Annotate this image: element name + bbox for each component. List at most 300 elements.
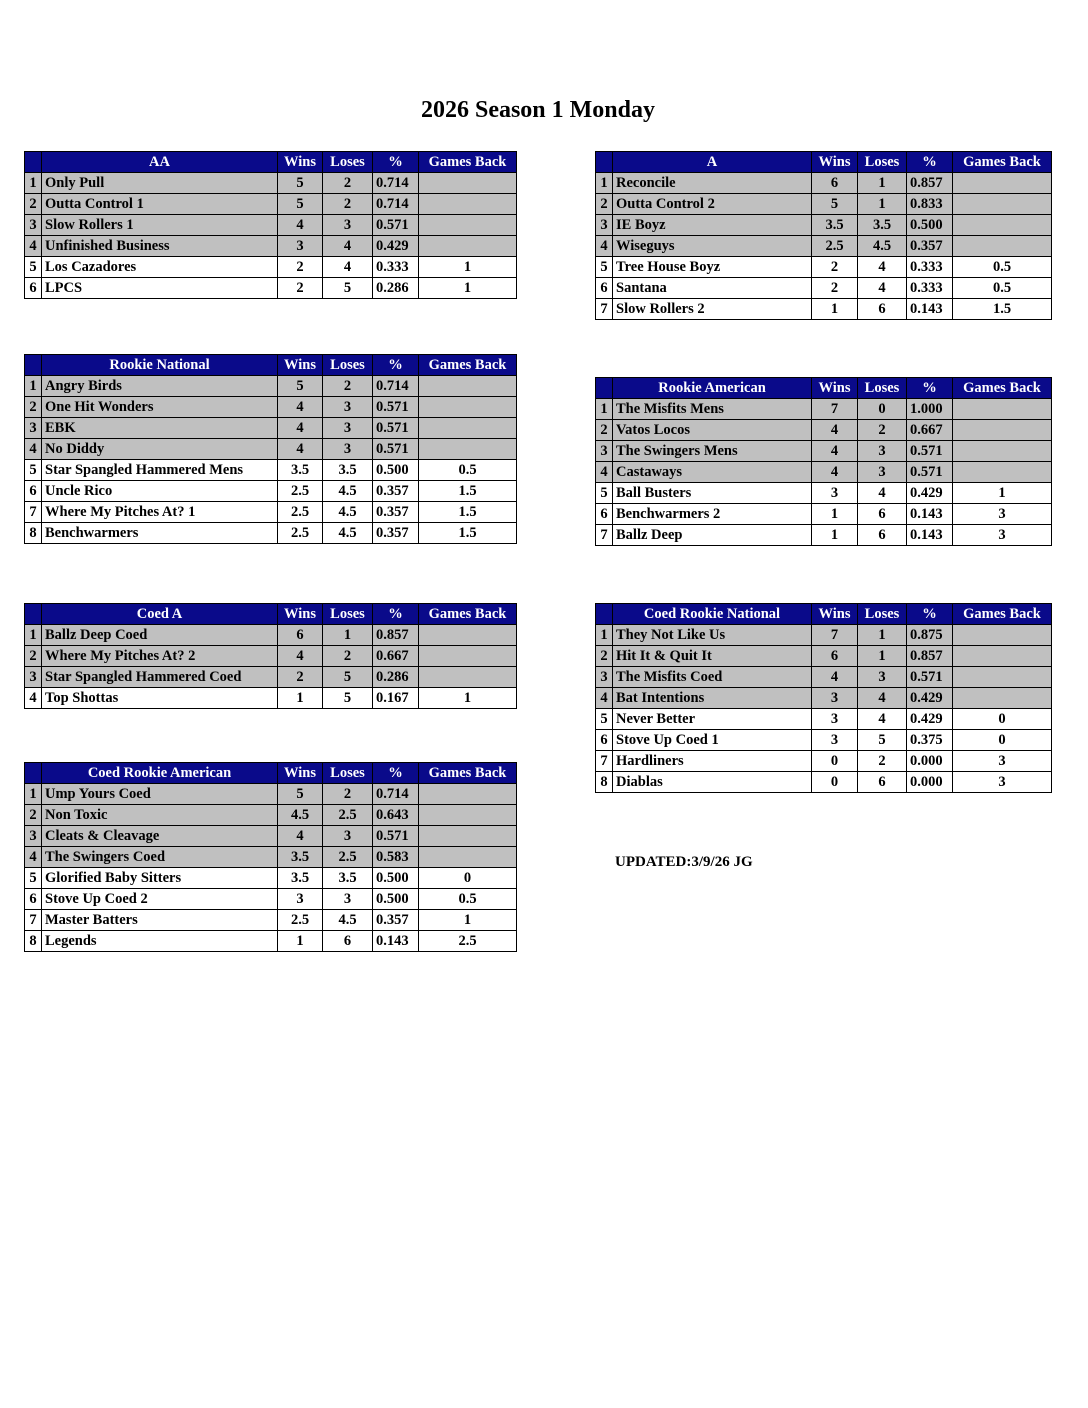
pct-cell: 0.286 <box>373 667 419 688</box>
team-row <box>596 772 1052 793</box>
team-row <box>25 439 517 460</box>
team-row <box>596 215 1052 236</box>
games-back-cell: 1 <box>419 688 517 709</box>
rank-cell: 3 <box>596 667 613 688</box>
team-name-cell: Hit It & Quit It <box>613 646 812 667</box>
wins-cell: 7 <box>812 399 858 420</box>
pct-cell: 1.000 <box>907 399 953 420</box>
games-back-cell <box>953 441 1052 462</box>
wins-cell: 6 <box>278 625 323 646</box>
wins-cell: 4 <box>278 439 323 460</box>
pct-cell: 0.571 <box>907 462 953 483</box>
team-name-cell: Uncle Rico <box>42 481 278 502</box>
games-back-cell <box>419 784 517 805</box>
wins-cell: 5 <box>278 784 323 805</box>
team-row <box>596 236 1052 257</box>
team-name-cell: The Swingers Coed <box>42 847 278 868</box>
team-row <box>25 625 517 646</box>
column-header-wins: Wins <box>812 378 858 399</box>
standings-table-coed-rookie-american <box>24 762 517 952</box>
column-header-loses: Loses <box>858 378 907 399</box>
loses-cell: 3 <box>323 397 373 418</box>
loses-cell: 4 <box>858 278 907 299</box>
games-back-cell: 1.5 <box>953 299 1052 320</box>
wins-cell: 4.5 <box>278 805 323 826</box>
standings-table-a <box>595 151 1052 320</box>
loses-cell: 4.5 <box>858 236 907 257</box>
rank-cell: 1 <box>25 625 42 646</box>
team-row <box>596 751 1052 772</box>
rank-cell: 4 <box>596 688 613 709</box>
team-row <box>25 173 517 194</box>
games-back-cell <box>419 826 517 847</box>
team-name-cell: Angry Birds <box>42 376 278 397</box>
team-row <box>596 420 1052 441</box>
loses-cell: 2.5 <box>323 805 373 826</box>
team-name-cell: Slow Rollers 2 <box>613 299 812 320</box>
column-header-pct: % <box>907 378 953 399</box>
loses-cell: 3 <box>858 441 907 462</box>
team-row <box>25 667 517 688</box>
column-header-pct: % <box>373 763 419 784</box>
team-name-cell: Where My Pitches At? 1 <box>42 502 278 523</box>
standings-table-rookie-national <box>24 354 517 544</box>
pct-cell: 0.143 <box>373 931 419 952</box>
games-back-cell: 0 <box>953 709 1052 730</box>
team-row <box>25 889 517 910</box>
rank-header <box>25 604 42 625</box>
column-header-wins: Wins <box>278 355 323 376</box>
pct-cell: 0.857 <box>907 173 953 194</box>
wins-cell: 5 <box>278 376 323 397</box>
loses-cell: 2 <box>858 751 907 772</box>
games-back-cell <box>419 236 517 257</box>
games-back-cell: 1 <box>419 910 517 931</box>
team-name-cell: Outta Control 2 <box>613 194 812 215</box>
team-name-cell: Wiseguys <box>613 236 812 257</box>
column-header-pct: % <box>907 152 953 173</box>
pct-cell: 0.143 <box>907 299 953 320</box>
loses-cell: 4 <box>858 483 907 504</box>
wins-cell: 4 <box>278 418 323 439</box>
pct-cell: 0.375 <box>907 730 953 751</box>
header-row <box>25 355 517 376</box>
loses-cell: 3 <box>323 439 373 460</box>
loses-cell: 4.5 <box>323 910 373 931</box>
team-name-cell: Castaways <box>613 462 812 483</box>
pct-cell: 0.875 <box>907 625 953 646</box>
pct-cell: 0.143 <box>907 525 953 546</box>
games-back-cell <box>953 399 1052 420</box>
team-name-cell: Outta Control 1 <box>42 194 278 215</box>
team-name-cell: Benchwarmers 2 <box>613 504 812 525</box>
pct-cell: 0.143 <box>907 504 953 525</box>
games-back-cell <box>953 420 1052 441</box>
loses-cell: 4 <box>323 236 373 257</box>
games-back-cell <box>953 173 1052 194</box>
pct-cell: 0.571 <box>373 215 419 236</box>
pct-cell: 0.667 <box>373 646 419 667</box>
pct-cell: 0.714 <box>373 376 419 397</box>
rank-cell: 7 <box>25 502 42 523</box>
wins-cell: 5 <box>278 194 323 215</box>
division-name: Coed A <box>42 604 278 625</box>
rank-cell: 8 <box>25 523 42 544</box>
team-row <box>25 194 517 215</box>
rank-cell: 4 <box>25 847 42 868</box>
loses-cell: 3.5 <box>323 460 373 481</box>
pct-cell: 0.500 <box>373 889 419 910</box>
games-back-cell <box>419 847 517 868</box>
team-row <box>596 194 1052 215</box>
team-name-cell: No Diddy <box>42 439 278 460</box>
pct-cell: 0.714 <box>373 784 419 805</box>
division-name: Coed Rookie American <box>42 763 278 784</box>
header-row <box>25 152 517 173</box>
wins-cell: 3.5 <box>278 847 323 868</box>
pct-cell: 0.357 <box>907 236 953 257</box>
rank-cell: 4 <box>25 236 42 257</box>
games-back-cell: 1 <box>419 278 517 299</box>
loses-cell: 3 <box>323 889 373 910</box>
games-back-cell: 1.5 <box>419 481 517 502</box>
loses-cell: 2 <box>323 194 373 215</box>
team-row <box>25 805 517 826</box>
pct-cell: 0.667 <box>907 420 953 441</box>
games-back-cell: 1 <box>419 257 517 278</box>
team-row <box>25 523 517 544</box>
team-row <box>25 460 517 481</box>
games-back-cell: 3 <box>953 525 1052 546</box>
team-name-cell: Slow Rollers 1 <box>42 215 278 236</box>
team-row <box>596 257 1052 278</box>
loses-cell: 1 <box>858 625 907 646</box>
wins-cell: 1 <box>812 525 858 546</box>
wins-cell: 0 <box>812 751 858 772</box>
loses-cell: 4 <box>858 257 907 278</box>
loses-cell: 4.5 <box>323 481 373 502</box>
loses-cell: 6 <box>858 504 907 525</box>
rank-cell: 3 <box>25 215 42 236</box>
pct-cell: 0.571 <box>907 441 953 462</box>
games-back-cell: 0 <box>953 730 1052 751</box>
pct-cell: 0.286 <box>373 278 419 299</box>
team-name-cell: The Misfits Mens <box>613 399 812 420</box>
pct-cell: 0.714 <box>373 173 419 194</box>
team-row <box>596 299 1052 320</box>
rank-cell: 1 <box>25 784 42 805</box>
loses-cell: 1 <box>858 194 907 215</box>
pct-cell: 0.833 <box>907 194 953 215</box>
loses-cell: 5 <box>323 667 373 688</box>
column-header-wins: Wins <box>278 604 323 625</box>
column-header-gb: Games Back <box>953 604 1052 625</box>
loses-cell: 4.5 <box>323 502 373 523</box>
rank-cell: 2 <box>596 420 613 441</box>
team-row <box>25 646 517 667</box>
column-header-loses: Loses <box>858 604 907 625</box>
rank-cell: 3 <box>596 215 613 236</box>
loses-cell: 1 <box>858 646 907 667</box>
wins-cell: 4 <box>812 667 858 688</box>
column-header-wins: Wins <box>812 604 858 625</box>
column-header-wins: Wins <box>278 152 323 173</box>
wins-cell: 3.5 <box>278 868 323 889</box>
wins-cell: 4 <box>812 441 858 462</box>
wins-cell: 4 <box>278 826 323 847</box>
team-row <box>25 278 517 299</box>
loses-cell: 4 <box>858 709 907 730</box>
team-row <box>596 625 1052 646</box>
team-name-cell: Non Toxic <box>42 805 278 826</box>
column-header-gb: Games Back <box>953 378 1052 399</box>
column-header-loses: Loses <box>323 763 373 784</box>
pct-cell: 0.857 <box>373 625 419 646</box>
team-name-cell: Santana <box>613 278 812 299</box>
wins-cell: 2 <box>812 278 858 299</box>
rank-cell: 2 <box>596 194 613 215</box>
loses-cell: 3 <box>323 826 373 847</box>
header-row <box>596 604 1052 625</box>
games-back-cell: 1 <box>953 483 1052 504</box>
rank-cell: 6 <box>596 504 613 525</box>
pct-cell: 0.333 <box>907 278 953 299</box>
team-row <box>596 688 1052 709</box>
team-row <box>25 481 517 502</box>
column-header-pct: % <box>907 604 953 625</box>
team-row <box>596 667 1052 688</box>
rank-cell: 3 <box>25 826 42 847</box>
pct-cell: 0.571 <box>373 397 419 418</box>
loses-cell: 6 <box>858 525 907 546</box>
header-row <box>25 604 517 625</box>
games-back-cell: 0.5 <box>419 889 517 910</box>
loses-cell: 5 <box>858 730 907 751</box>
games-back-cell <box>953 194 1052 215</box>
pct-cell: 0.571 <box>373 418 419 439</box>
wins-cell: 2.5 <box>278 523 323 544</box>
rank-cell: 4 <box>596 236 613 257</box>
team-name-cell: Star Spangled Hammered Coed <box>42 667 278 688</box>
rank-cell: 1 <box>25 376 42 397</box>
rank-cell: 3 <box>596 441 613 462</box>
team-row <box>596 173 1052 194</box>
loses-cell: 5 <box>323 278 373 299</box>
team-name-cell: Bat Intentions <box>613 688 812 709</box>
games-back-cell <box>419 667 517 688</box>
loses-cell: 4 <box>323 257 373 278</box>
wins-cell: 2.5 <box>278 910 323 931</box>
rank-cell: 4 <box>596 462 613 483</box>
column-header-pct: % <box>373 355 419 376</box>
games-back-cell <box>953 215 1052 236</box>
pct-cell: 0.333 <box>373 257 419 278</box>
loses-cell: 3.5 <box>858 215 907 236</box>
team-name-cell: One Hit Wonders <box>42 397 278 418</box>
team-row <box>596 462 1052 483</box>
team-name-cell: They Not Like Us <box>613 625 812 646</box>
pct-cell: 0.429 <box>373 236 419 257</box>
rank-cell: 2 <box>596 646 613 667</box>
column-header-pct: % <box>373 152 419 173</box>
loses-cell: 2.5 <box>323 847 373 868</box>
rank-cell: 2 <box>25 194 42 215</box>
rank-cell: 6 <box>25 481 42 502</box>
rank-header <box>25 763 42 784</box>
column-header-loses: Loses <box>323 152 373 173</box>
column-header-loses: Loses <box>858 152 907 173</box>
wins-cell: 2 <box>278 667 323 688</box>
team-name-cell: IE Boyz <box>613 215 812 236</box>
division-name: A <box>613 152 812 173</box>
games-back-cell <box>419 439 517 460</box>
games-back-cell: 2.5 <box>419 931 517 952</box>
rank-cell: 6 <box>596 278 613 299</box>
games-back-cell <box>953 646 1052 667</box>
loses-cell: 1 <box>858 173 907 194</box>
team-name-cell: Los Cazadores <box>42 257 278 278</box>
pct-cell: 0.500 <box>373 868 419 889</box>
rank-cell: 5 <box>25 460 42 481</box>
team-name-cell: Diablas <box>613 772 812 793</box>
loses-cell: 3 <box>858 667 907 688</box>
wins-cell: 4 <box>812 420 858 441</box>
rank-cell: 5 <box>25 868 42 889</box>
rank-cell: 6 <box>25 889 42 910</box>
games-back-cell <box>419 376 517 397</box>
team-name-cell: The Swingers Mens <box>613 441 812 462</box>
team-row <box>25 502 517 523</box>
wins-cell: 1 <box>812 504 858 525</box>
rank-cell: 8 <box>25 931 42 952</box>
team-name-cell: Where My Pitches At? 2 <box>42 646 278 667</box>
wins-cell: 3.5 <box>812 215 858 236</box>
team-row <box>596 483 1052 504</box>
team-name-cell: Ballz Deep <box>613 525 812 546</box>
team-name-cell: Ump Yours Coed <box>42 784 278 805</box>
games-back-cell: 0.5 <box>953 257 1052 278</box>
team-row <box>25 931 517 952</box>
team-row <box>596 399 1052 420</box>
team-name-cell: Top Shottas <box>42 688 278 709</box>
games-back-cell <box>953 236 1052 257</box>
wins-cell: 4 <box>278 646 323 667</box>
team-name-cell: Unfinished Business <box>42 236 278 257</box>
wins-cell: 1 <box>278 931 323 952</box>
team-name-cell: Legends <box>42 931 278 952</box>
column-header-loses: Loses <box>323 604 373 625</box>
wins-cell: 3 <box>812 709 858 730</box>
team-name-cell: Never Better <box>613 709 812 730</box>
wins-cell: 3 <box>812 730 858 751</box>
wins-cell: 2.5 <box>812 236 858 257</box>
column-header-gb: Games Back <box>953 152 1052 173</box>
rank-cell: 5 <box>25 257 42 278</box>
team-row <box>596 504 1052 525</box>
wins-cell: 1 <box>278 688 323 709</box>
division-name: Rookie American <box>613 378 812 399</box>
wins-cell: 3 <box>812 483 858 504</box>
team-name-cell: The Misfits Coed <box>613 667 812 688</box>
rank-cell: 2 <box>25 805 42 826</box>
loses-cell: 2 <box>323 173 373 194</box>
wins-cell: 4 <box>812 462 858 483</box>
team-row <box>25 868 517 889</box>
pct-cell: 0.357 <box>373 910 419 931</box>
team-name-cell: Stove Up Coed 1 <box>613 730 812 751</box>
team-name-cell: Tree House Boyz <box>613 257 812 278</box>
games-back-cell: 1.5 <box>419 502 517 523</box>
wins-cell: 2.5 <box>278 502 323 523</box>
loses-cell: 1 <box>323 625 373 646</box>
column-header-gb: Games Back <box>419 152 517 173</box>
rank-cell: 6 <box>25 278 42 299</box>
loses-cell: 3.5 <box>323 868 373 889</box>
team-name-cell: LPCS <box>42 278 278 299</box>
team-name-cell: Master Batters <box>42 910 278 931</box>
games-back-cell <box>953 667 1052 688</box>
pct-cell: 0.583 <box>373 847 419 868</box>
pct-cell: 0.429 <box>907 688 953 709</box>
rank-cell: 5 <box>596 257 613 278</box>
team-name-cell: Vatos Locos <box>613 420 812 441</box>
team-row <box>25 784 517 805</box>
column-header-gb: Games Back <box>419 763 517 784</box>
wins-cell: 6 <box>812 173 858 194</box>
loses-cell: 0 <box>858 399 907 420</box>
team-name-cell: Only Pull <box>42 173 278 194</box>
games-back-cell <box>419 194 517 215</box>
team-row <box>25 910 517 931</box>
rank-header <box>596 152 613 173</box>
team-row <box>25 376 517 397</box>
pct-cell: 0.500 <box>907 215 953 236</box>
pct-cell: 0.857 <box>907 646 953 667</box>
rank-header <box>25 355 42 376</box>
loses-cell: 4 <box>858 688 907 709</box>
rank-cell: 4 <box>25 688 42 709</box>
wins-cell: 0 <box>812 772 858 793</box>
team-name-cell: Cleats & Cleavage <box>42 826 278 847</box>
pct-cell: 0.500 <box>373 460 419 481</box>
pct-cell: 0.357 <box>373 481 419 502</box>
header-row <box>596 378 1052 399</box>
wins-cell: 4 <box>278 215 323 236</box>
wins-cell: 2 <box>278 257 323 278</box>
wins-cell: 3 <box>278 236 323 257</box>
pct-cell: 0.643 <box>373 805 419 826</box>
team-name-cell: Reconcile <box>613 173 812 194</box>
column-header-gb: Games Back <box>419 604 517 625</box>
team-row <box>25 688 517 709</box>
wins-cell: 2.5 <box>278 481 323 502</box>
rank-cell: 5 <box>596 709 613 730</box>
games-back-cell: 0.5 <box>419 460 517 481</box>
team-row <box>25 847 517 868</box>
wins-cell: 2 <box>278 278 323 299</box>
loses-cell: 2 <box>858 420 907 441</box>
rank-cell: 7 <box>596 525 613 546</box>
loses-cell: 2 <box>323 646 373 667</box>
pct-cell: 0.571 <box>907 667 953 688</box>
team-name-cell: Stove Up Coed 2 <box>42 889 278 910</box>
team-name-cell: Star Spangled Hammered Mens <box>42 460 278 481</box>
pct-cell: 0.571 <box>373 826 419 847</box>
team-row <box>25 418 517 439</box>
team-name-cell: Benchwarmers <box>42 523 278 544</box>
rank-cell: 3 <box>25 667 42 688</box>
rank-cell: 4 <box>25 439 42 460</box>
